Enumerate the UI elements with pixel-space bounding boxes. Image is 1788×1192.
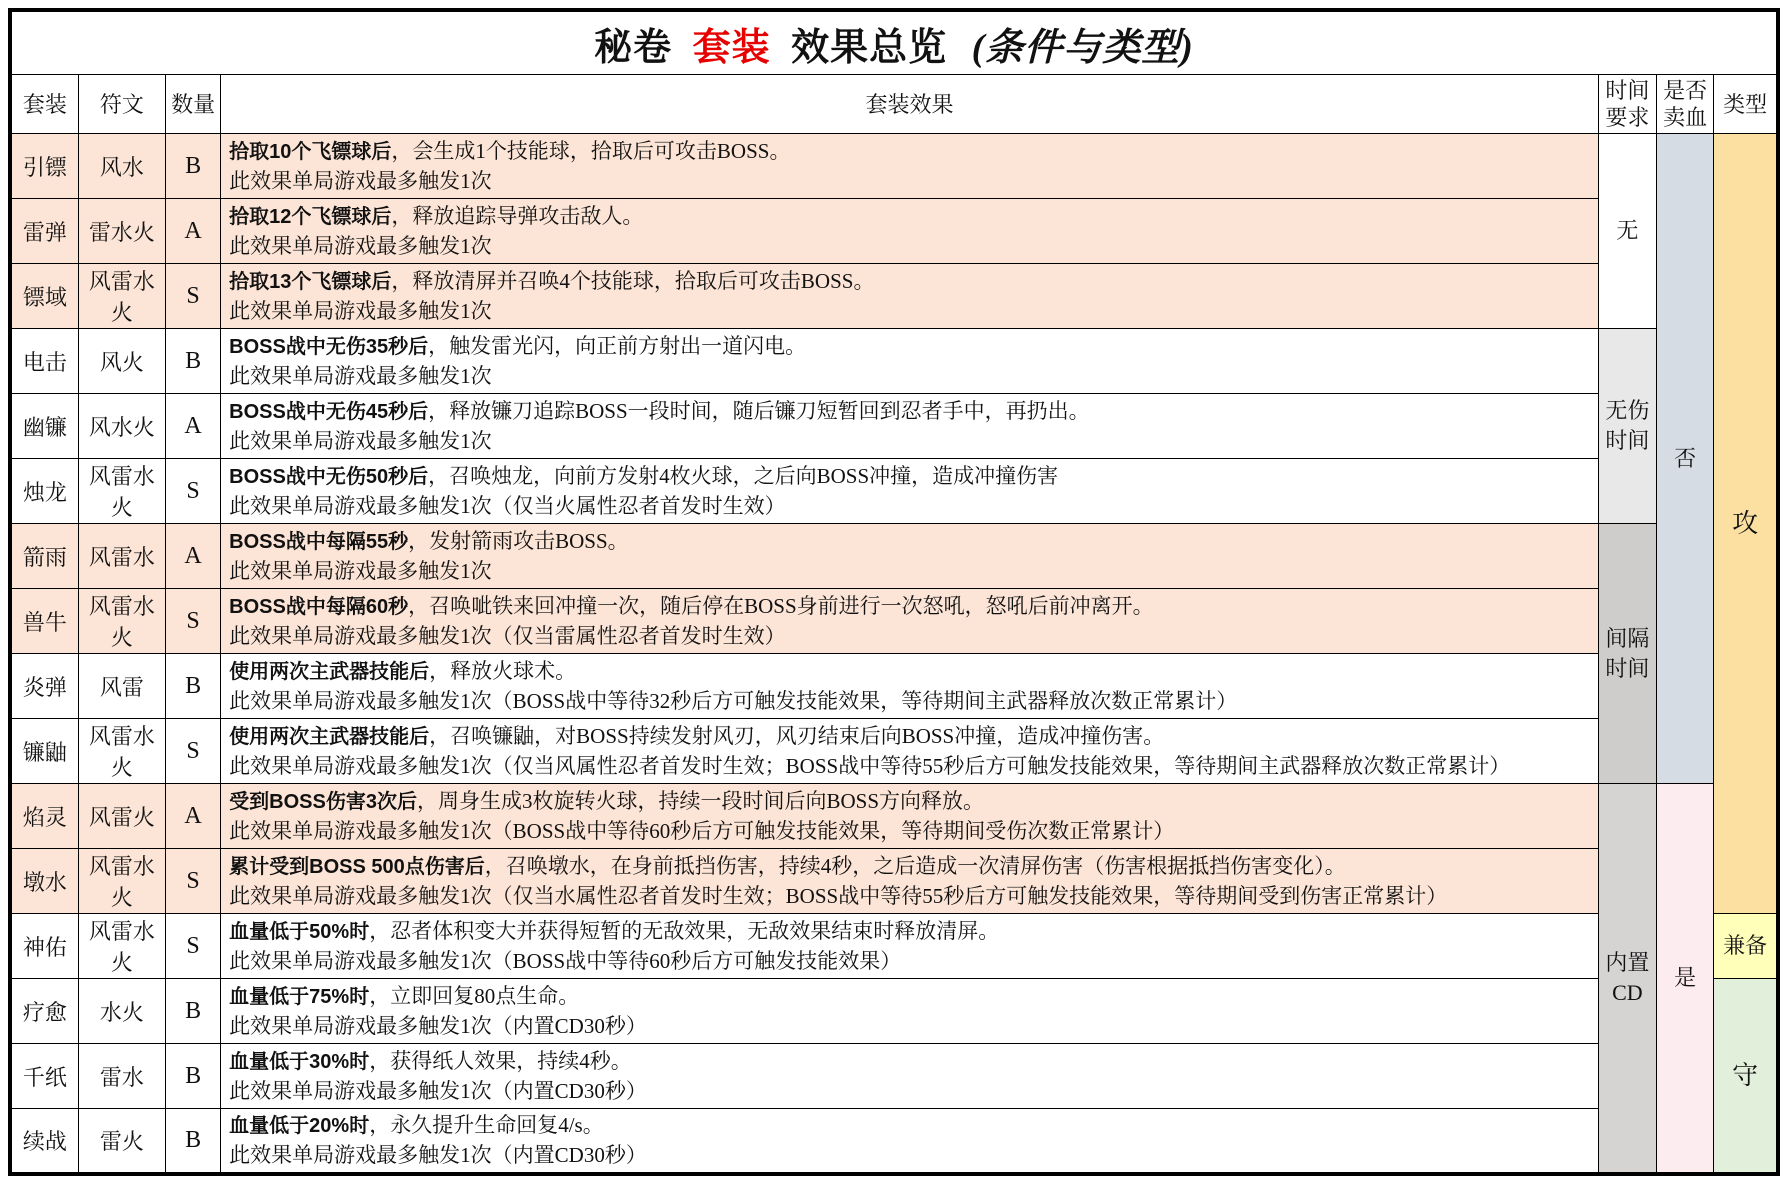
count-grade: S <box>166 589 221 654</box>
effect-trigger: 拾取12个飞镖球后 <box>229 205 392 228</box>
effect-cell <box>221 784 1599 849</box>
effect-trigger: 拾取13个飞镖球后 <box>229 270 392 293</box>
table-row <box>10 394 1778 459</box>
count-grade: S <box>166 264 221 329</box>
effect-note: 此效果单局游戏最多触发1次（内置CD30秒） <box>229 1013 647 1038</box>
time-requirement-cd: 内置CD <box>1598 784 1656 1175</box>
count-grade: B <box>166 1044 221 1109</box>
effect-note: 此效果单局游戏最多触发1次（BOSS战中等待32秒后方可触发技能效果，等待期间主武器释放次数正常累计） <box>229 688 1238 713</box>
title-part2: 效果总览 <box>791 26 948 69</box>
table-row <box>10 134 1778 199</box>
effect-note: 此效果单局游戏最多触发1次（BOSS战中等待60秒后方可触发技能效果，等待期间受伤次数正常累计） <box>229 818 1175 843</box>
title-highlight: 套装 <box>692 26 771 69</box>
table-row <box>10 589 1778 654</box>
page-title <box>10 10 1778 75</box>
table-row <box>10 459 1778 524</box>
effect-note: 此效果单局游戏最多触发1次（仅当风属性忍者首发时生效；BOSS战中等待55秒后方可触发技能效果，等待期间主武器释放次数正常累计） <box>229 753 1511 778</box>
effect-desc: ，释放清屏并召唤4个技能球，拾取后可攻击BOSS。 <box>391 268 875 293</box>
table-row <box>10 849 1778 914</box>
runes: 风雷水火 <box>78 264 165 329</box>
effect-desc: ，召唤呲铁来回冲撞一次，随后停在BOSS身前进行一次怒吼，怒吼后前冲离开。 <box>408 593 1154 618</box>
effect-desc: ，触发雷光闪，向正前方射出一道闪电。 <box>428 333 807 358</box>
effect-cell <box>221 264 1599 329</box>
effect-desc: ，发射箭雨攻击BOSS。 <box>408 528 629 553</box>
effect-cell <box>221 134 1599 199</box>
count-grade: S <box>166 459 221 524</box>
set-name: 镰鼬 <box>10 719 78 784</box>
effect-cell <box>221 719 1599 784</box>
runes: 风雷水火 <box>78 914 165 979</box>
col-header-set: 套装 <box>10 75 78 134</box>
time-requirement-interval: 间隔时间 <box>1598 524 1656 784</box>
count-grade: B <box>166 979 221 1044</box>
effect-cell <box>221 524 1599 589</box>
effect-trigger: 使用两次主武器技能后 <box>229 660 430 683</box>
set-name: 墩水 <box>10 849 78 914</box>
set-name: 引镖 <box>10 134 78 199</box>
effect-trigger: 受到BOSS伤害3次后 <box>229 790 417 813</box>
col-header-count: 数量 <box>166 75 221 134</box>
effect-trigger: 血量低于75%时 <box>229 985 370 1008</box>
time-requirement-nohit: 无伤时间 <box>1598 329 1656 524</box>
effect-cell <box>221 394 1599 459</box>
effect-desc: ，忍者体积变大并获得短暂的无敌效果，无敌效果结束时释放清屏。 <box>369 918 1000 943</box>
set-name: 兽牛 <box>10 589 78 654</box>
set-name: 雷弹 <box>10 199 78 264</box>
effect-trigger: 累计受到BOSS 500点伤害后 <box>229 855 485 878</box>
effect-note: 此效果单局游戏最多触发1次 <box>229 363 492 388</box>
count-grade: A <box>166 524 221 589</box>
effect-desc: ，立即回复80点生命。 <box>369 983 580 1008</box>
table-row <box>10 329 1778 394</box>
effect-cell <box>221 329 1599 394</box>
effect-desc: ，召唤镰鼬，对BOSS持续发射风刃，风刃结束后向BOSS冲撞，造成冲撞伤害。 <box>429 723 1165 748</box>
count-grade: A <box>166 394 221 459</box>
count-grade: A <box>166 199 221 264</box>
effect-desc: ，周身生成3枚旋转火球，持续一段时间后向BOSS方向释放。 <box>416 788 985 813</box>
table-row <box>10 654 1778 719</box>
col-header-type: 类型 <box>1714 75 1778 134</box>
count-grade: S <box>166 849 221 914</box>
effect-trigger: BOSS战中无伤50秒后 <box>229 465 429 488</box>
effect-desc: ，召唤墩水，在身前抵挡伤害，持续4秒，之后造成一次清屏伤害（伤害根据抵挡伤害变化）。 <box>484 853 1346 878</box>
count-grade: A <box>166 784 221 849</box>
runes: 雷火 <box>78 1109 165 1175</box>
effect-cell <box>221 654 1599 719</box>
effect-note: 此效果单局游戏最多触发1次（内置CD30秒） <box>229 1078 647 1103</box>
runes: 风雷水火 <box>78 719 165 784</box>
runes: 风雷水火 <box>78 459 165 524</box>
effect-trigger: BOSS战中无伤35秒后 <box>229 335 429 358</box>
effect-trigger: 血量低于50%时 <box>229 920 370 943</box>
set-name: 疗愈 <box>10 979 78 1044</box>
col-header-blood: 是否卖血 <box>1657 75 1714 134</box>
effect-desc: ，召唤烛龙，向前方发射4枚火球，之后向BOSS冲撞，造成冲撞伤害 <box>428 463 1059 488</box>
effect-desc: ，释放镰刀追踪BOSS一段时间，随后镰刀短暂回到忍者手中，再扔出。 <box>428 398 1090 423</box>
table-row <box>10 264 1778 329</box>
effect-cell <box>221 1109 1599 1175</box>
time-requirement-none: 无 <box>1598 134 1656 329</box>
runes: 风雷 <box>78 654 165 719</box>
blood-yes-cell: 是 <box>1657 784 1714 1175</box>
effect-cell <box>221 914 1599 979</box>
runes: 风雷火 <box>78 784 165 849</box>
runes: 风雷水火 <box>78 589 165 654</box>
runes: 雷水 <box>78 1044 165 1109</box>
effect-trigger: 血量低于20%时 <box>229 1115 370 1137</box>
set-name: 炎弹 <box>10 654 78 719</box>
effect-cell <box>221 199 1599 264</box>
count-grade: B <box>166 134 221 199</box>
effect-note: 此效果单局游戏最多触发1次 <box>229 298 492 323</box>
effect-trigger: BOSS战中每隔55秒 <box>229 530 409 553</box>
effect-trigger: 使用两次主武器技能后 <box>229 725 430 748</box>
effect-cell <box>221 979 1599 1044</box>
type-both-cell: 兼备 <box>1714 914 1778 979</box>
type-attack-cell: 攻 <box>1714 134 1778 914</box>
set-name: 烛龙 <box>10 459 78 524</box>
effect-desc: ，释放火球术。 <box>429 658 577 683</box>
runes: 雷水火 <box>78 199 165 264</box>
effect-note: 此效果单局游戏最多触发1次 <box>229 428 492 453</box>
title-part3: (条件与类型) <box>971 26 1194 69</box>
effect-trigger: BOSS战中无伤45秒后 <box>229 400 429 423</box>
effect-desc: ，会生成1个技能球，拾取后可攻击BOSS。 <box>391 138 791 163</box>
effect-note: 此效果单局游戏最多触发1次（仅当雷属性忍者首发时生效） <box>229 623 786 648</box>
effect-trigger: 血量低于30%时 <box>229 1050 370 1073</box>
title-part1: 秘卷 <box>594 26 673 69</box>
set-effects-table <box>8 8 1780 1176</box>
runes: 风雷水 <box>78 524 165 589</box>
runes: 风火 <box>78 329 165 394</box>
set-name: 千纸 <box>10 1044 78 1109</box>
table-row <box>10 199 1778 264</box>
table-row <box>10 914 1778 979</box>
effect-note: 此效果单局游戏最多触发1次（仅当水属性忍者首发时生效；BOSS战中等待55秒后方可触发技能效果，等待期间受到伤害正常累计） <box>229 883 1448 908</box>
table-row <box>10 979 1778 1044</box>
effect-note: 此效果单局游戏最多触发1次（仅当火属性忍者首发时生效） <box>229 493 786 518</box>
table-row <box>10 1109 1778 1175</box>
col-header-time: 时间要求 <box>1598 75 1656 134</box>
effect-cell <box>221 589 1599 654</box>
effect-cell <box>221 849 1599 914</box>
table-row <box>10 524 1778 589</box>
count-grade: B <box>166 654 221 719</box>
runes: 风水火 <box>78 394 165 459</box>
effect-desc: ，释放追踪导弹攻击敌人。 <box>391 203 644 228</box>
table-row <box>10 1044 1778 1109</box>
set-name: 箭雨 <box>10 524 78 589</box>
type-defense-cell: 守 <box>1714 979 1778 1175</box>
set-name: 神佑 <box>10 914 78 979</box>
set-name: 续战 <box>10 1109 78 1175</box>
effect-cell <box>221 459 1599 524</box>
set-name: 电击 <box>10 329 78 394</box>
effect-note: 此效果单局游戏最多触发1次（BOSS战中等待60秒后方可触发技能效果） <box>229 948 902 973</box>
count-grade: S <box>166 719 221 784</box>
header-row <box>10 75 1778 134</box>
effect-desc: ，永久提升生命回复4/s。 <box>369 1113 604 1137</box>
effect-note: 此效果单局游戏最多触发1次 <box>229 558 492 583</box>
runes: 风水 <box>78 134 165 199</box>
effect-note: 此效果单局游戏最多触发1次（内置CD30秒） <box>229 1143 647 1167</box>
table-row <box>10 784 1778 849</box>
effect-trigger: 拾取10个飞镖球后 <box>229 140 392 163</box>
col-header-effect: 套装效果 <box>221 75 1599 134</box>
set-name: 幽镰 <box>10 394 78 459</box>
table-row <box>10 719 1778 784</box>
col-header-runes: 符文 <box>78 75 165 134</box>
effect-note: 此效果单局游戏最多触发1次 <box>229 168 492 193</box>
effect-desc: ，获得纸人效果，持续4秒。 <box>369 1048 632 1073</box>
blood-no-cell: 否 <box>1657 134 1714 784</box>
effect-cell <box>221 1044 1599 1109</box>
runes: 水火 <box>78 979 165 1044</box>
effect-trigger: BOSS战中每隔60秒 <box>229 595 409 618</box>
count-grade: S <box>166 914 221 979</box>
set-name: 焰灵 <box>10 784 78 849</box>
count-grade: B <box>166 1109 221 1175</box>
effect-note: 此效果单局游戏最多触发1次 <box>229 233 492 258</box>
count-grade: B <box>166 329 221 394</box>
spreadsheet <box>8 8 1788 1176</box>
title-row <box>10 10 1778 75</box>
set-name: 镖域 <box>10 264 78 329</box>
runes: 风雷水火 <box>78 849 165 914</box>
